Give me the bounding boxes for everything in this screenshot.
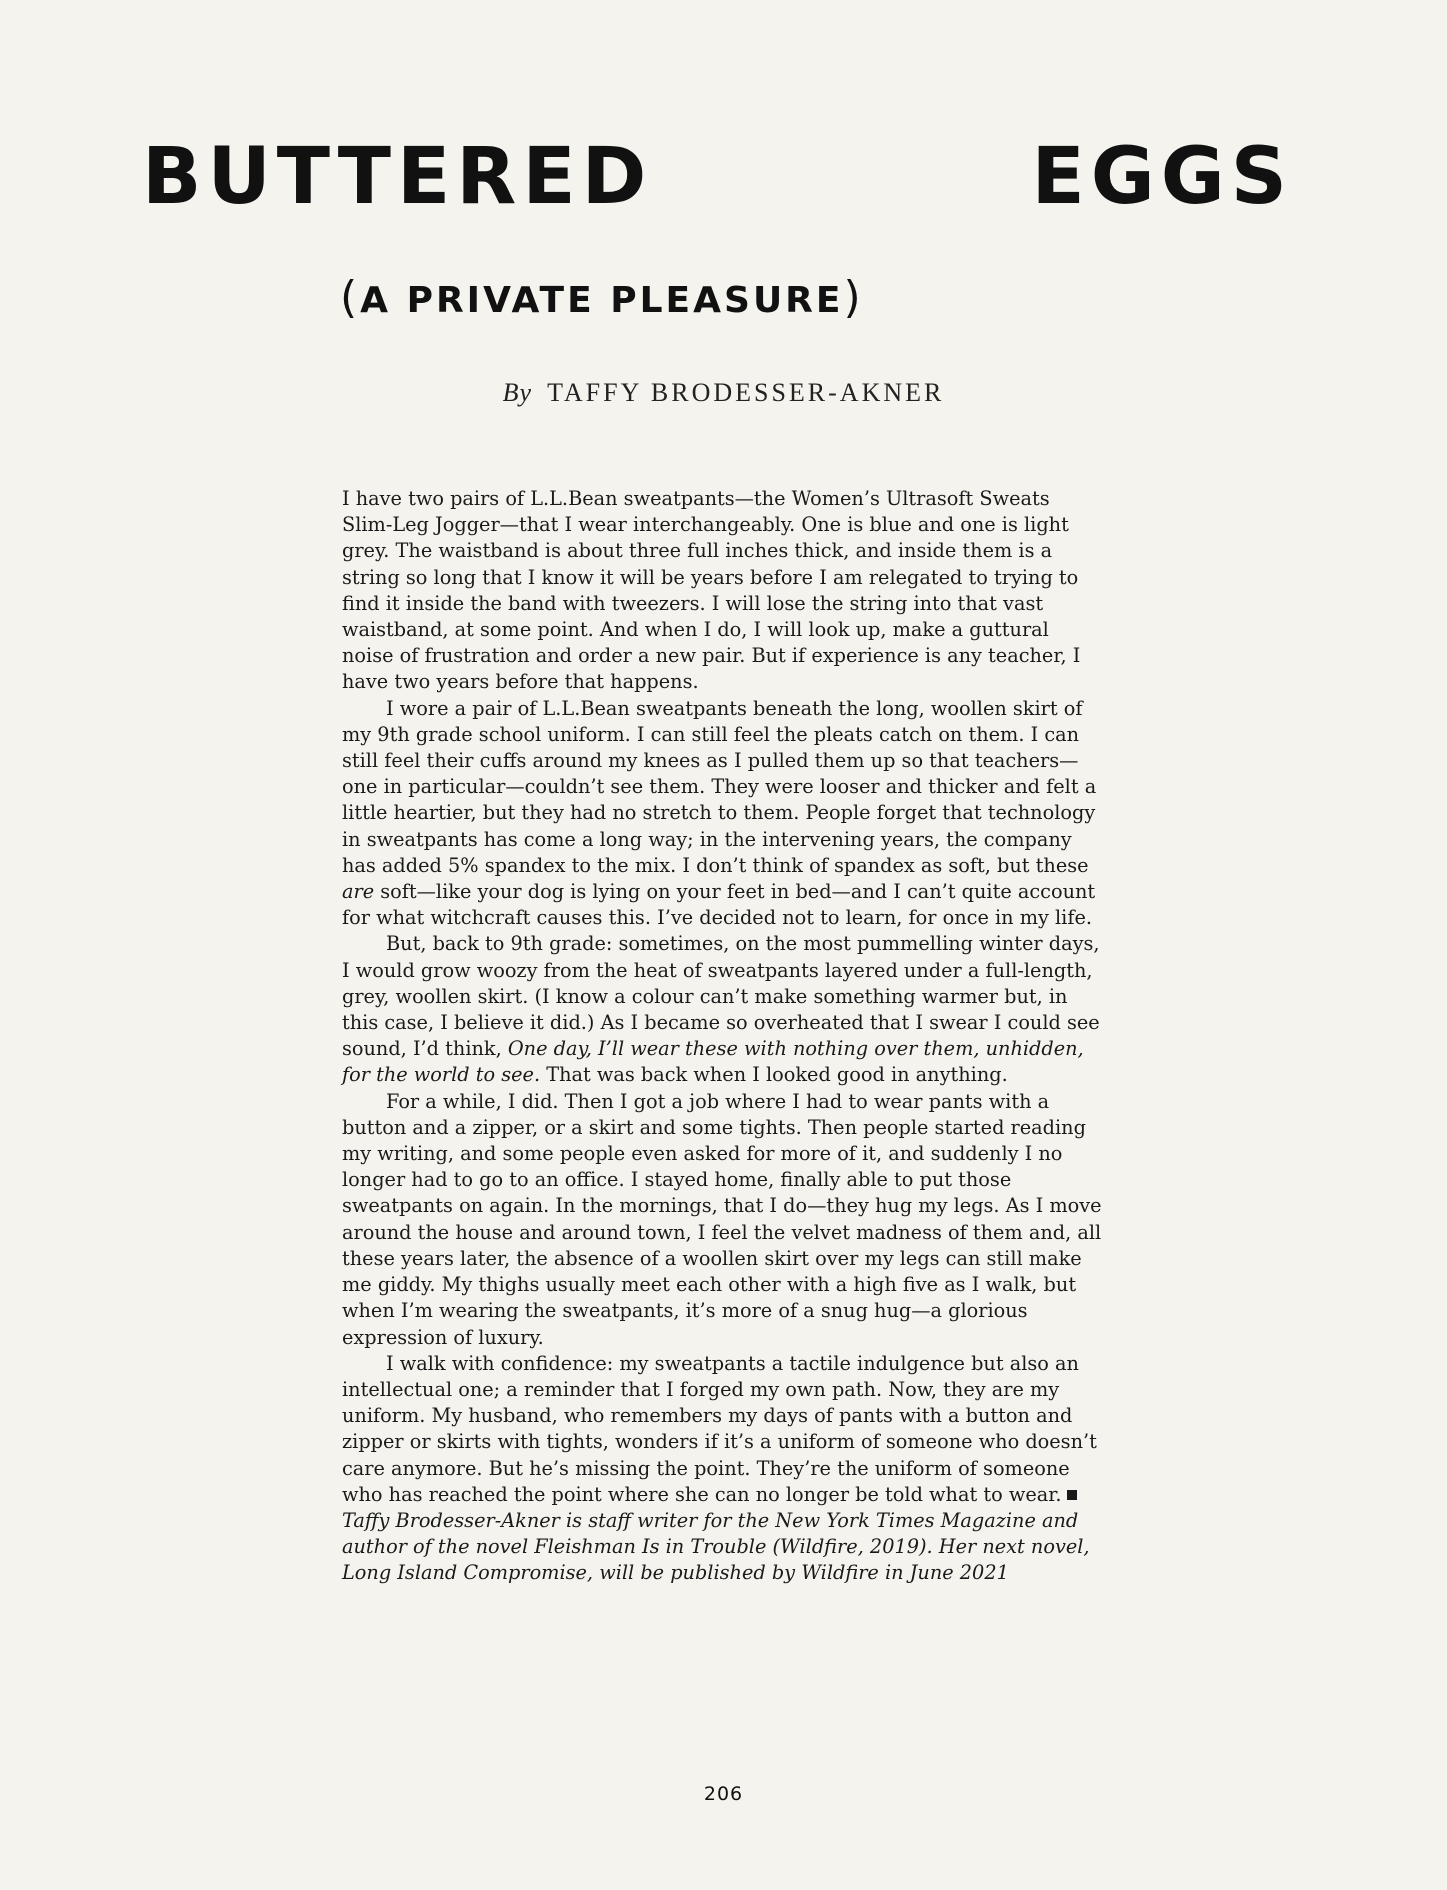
subtitle (340, 272, 864, 327)
article-paragraph-3 (342, 931, 1104, 1088)
article-paragraph-4: For a while, I did. Then I got a job where I had to wear pants with a button and a zipper, or a skirt and some tights. Then people started reading my writing, and some people even asked for more of it, and suddenly I no longer had to go to an office. I stayed home, finally able to put those sweatpants on again. In the mornings, that I do—they hug my legs. As I move around the house and around town, I feel the velvet madness of them and, all these years later, the absence of a woollen skirt over my legs can still make me giddy. My thighs usually meet each other with a high five as I walk, but when I’m wearing the sweatpants, it’s more of a snug hug—a glorious expression of luxury. (342, 1089, 1102, 1349)
byline (0, 378, 1447, 408)
headline-left: BUTTERED (142, 132, 653, 222)
page-number: 206 (703, 1783, 744, 1805)
subtitle-open-paren: ( (340, 272, 361, 323)
article-body (342, 486, 1104, 1587)
paragraph-3-text-b: That was back when I looked good in anything. (540, 1063, 1008, 1087)
headline-right: EGGS (1031, 132, 1293, 222)
end-mark-icon (1067, 1490, 1077, 1500)
byline-author: TAFFY BRODESSER-AKNER (547, 378, 945, 407)
subtitle-text: A PRIVATE PLEASURE (360, 280, 844, 321)
article-paragraph-1: I have two pairs of L.L.Bean sweatpants—the Women’s Ultrasoft Sweats Slim-Leg Jogger—that I wear interchangeably. One is blue and one is light grey. The waistband is about three full inches thick, and inside them is a string so long that I know it will be years before I am relegated to trying to find it inside the band with tweezers. I will lose the string into that vast waistband, at some point. And when I do, I will look up, make a guttural noise of frustration and order a new pair. But if experience is any teacher, I have two years before that happens. (342, 487, 1081, 694)
author-bio: Taffy Brodesser-Akner is staff writer for the New York Times Magazine and author of the novel Fleishman Is in Trouble (Wildfire, 2019). Her next novel, Long Island Compromise, will be published by Wildfire in June 2021 (342, 1508, 1090, 1585)
subtitle-close-paren: ) (843, 272, 864, 323)
paragraph-2-text-b: soft—like your dog is lying on your feet in bed—and I can’t quite account for what witchcraft causes this. I’ve decided not to learn, for once in my life. (342, 880, 1096, 930)
article-paragraph-2 (342, 696, 1104, 932)
paragraph-2-text-a: I wore a pair of L.L.Bean sweatpants beneath the long, woollen skirt of my 9th grade school uniform. I can still feel the pleats catch on them. I can still feel their cuffs around my knees as I pulled them up so that teachers—one in particular—couldn’t see them. They were looser and thicker and felt a little heartier, but they had no stretch to them. People forget that technology in sweatpants has come a long way; in the intervening years, the company has added 5% spandex to the mix. I don’t think of spandex as soft, but these (342, 696, 1097, 877)
paragraph-5-text: I walk with confidence: my sweatpants a tactile indulgence but also an intellectual one; a reminder that I forged my own path. Now, they are my uniform. My husband, who remembers my days of pants with a button and zipper or skirts with tights, wonders if it’s a uniform of someone who doesn’t care anymore. But he’s missing the point. They’re the uniform of someone who has reached the point where she can no longer be told what to wear. (342, 1351, 1097, 1506)
paragraph-2-emphasis: are (342, 880, 375, 904)
paragraph-3-text-a: But, back to 9th grade: sometimes, on the most pummelling winter days, I would grow woozy from the heat of sweatpants layered under a full-length, grey, woollen skirt. (I know a colour can’t make something warmer but, in this case, I believe it did.) As I became so overheated that I swear I could see sound, I’d think, (342, 932, 1100, 1061)
article-paragraph-5 (342, 1351, 1104, 1508)
paragraph-3-emphasis: One day, I’ll wear these with nothing over them, unhidden, for the world to see. (342, 1037, 1084, 1087)
byline-prefix: By (502, 378, 533, 407)
